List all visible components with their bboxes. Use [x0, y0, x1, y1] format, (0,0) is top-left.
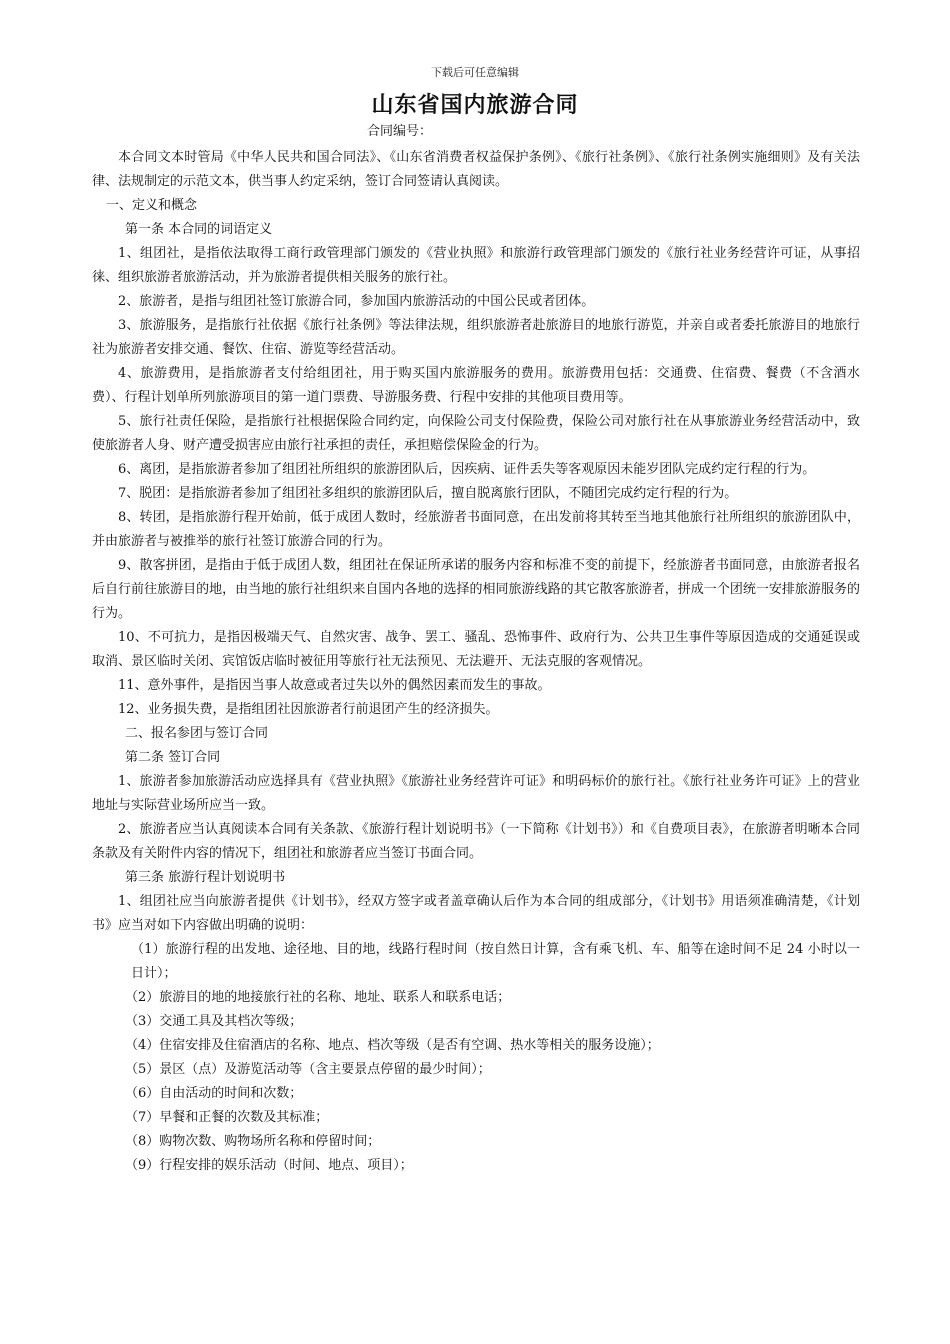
paragraph: 1、组团社，是指依法取得工商行政管理部门颁发的《营业执照》和旅游行政管理部门颁发的《旅行社业务经营许可证，从事招徕、组织旅游者旅游活动，并为旅游者提供相关服务的旅行社。	[92, 246, 860, 285]
paragraph: 第一条 本合同的词语定义	[125, 222, 273, 237]
paragraph: 一、定义和概念	[106, 198, 198, 213]
paragraph: 8、转团，是指旅游行程开始前，低于成团人数时，经旅游者书面同意，在出发前将其转至当地其他旅行社所组织的旅游团队中，并由旅游者与被推举的旅行社签订旅游合同的行为。	[92, 510, 860, 549]
paragraph: （2）旅游目的地的地接旅行社的名称、地址、联系人和联系电话；	[125, 990, 511, 1005]
paragraph: 5、旅行社责任保险，是指旅行社根据保险合同约定，向保险公司支付保险费，保险公司对旅行社在从事旅游业务经营活动中，致使旅游者人身、财产遭受损害应由旅行社承担的责任，承担赔偿保险金的行为。	[92, 414, 860, 453]
paragraph: 二、报名参团与签订合同	[125, 726, 269, 741]
paragraph: 2、旅游者应当认真阅读本合同有关条款、《旅游行程计划说明书》（一下简称《计划书》）和《自费项目表》，在旅游者明晰本合同条款及有关附件内容的情况下，组团社和旅游者应当签订书面合同。	[92, 822, 860, 861]
paragraph: （8）购物次数、购物场所名称和停留时间；	[125, 1134, 381, 1149]
paragraph: 10、不可抗力，是指因极端天气、自然灾害、战争、罢工、骚乱、恐怖事件、政府行为、公共卫生事件等原因造成的交通延误或取消、景区临时关闭、宾馆饭店临时被征用等旅行社无法预见、无法避开、无法克服的客观情况。	[92, 630, 860, 669]
paragraph: 7、脱团：是指旅游者参加了组团社多组织的旅游团队后，擅自脱离旅行团队，不随团完成约定行程的行为。	[118, 486, 738, 501]
paragraph: （7）早餐和正餐的次数及其标准；	[125, 1110, 329, 1125]
paragraph: 1、组团社应当向旅游者提供《计划书》，经双方签字或者盖章确认后作为本合同的组成部分，《计划书》用语须准确清楚，《计划书》应当对如下内容做出明确的说明：	[92, 894, 860, 933]
paragraph: 9、散客拼团，是指由于低于成团人数，组团社在保证所承诺的服务内容和标准不变的前提下，经旅游者书面同意，由旅游者报名后自行前往旅游目的地，由当地的旅行社组织来自国内各地的选择的相同旅游线路的其它散客旅游者，拼成一个团统一安排旅游服务的行为。	[92, 558, 860, 621]
paragraph: 12、业务损失费，是指组团社因旅游者行前退团产生的经济损失。	[118, 702, 499, 717]
paragraph: （4）住宿安排及住宿酒店的名称、地点、档次等级（是否有空调、热水等相关的服务设施）；	[125, 1038, 660, 1053]
paragraph: （6）自由活动的时间和次数；	[125, 1086, 303, 1101]
paragraph: （1）旅游行程的出发地、途径地、目的地，线路行程时间（按自然日计算，含有乘飞机、车、船等在途时间不足 24 小时以一日计）；	[131, 942, 860, 981]
document-title: 山东省国内旅游合同	[371, 92, 579, 118]
paragraph: 2、旅游者，是指与组团社签订旅游合同，参加国内旅游活动的中国公民或者团体。	[118, 294, 595, 309]
paragraph: （5）景区（点）及游览活动等（含主要景点停留的最少时间）；	[125, 1062, 491, 1077]
page-header: 下载后可任意编辑	[431, 66, 519, 79]
contract-number-label: 合同编号：	[367, 124, 433, 139]
paragraph: 第二条 签订合同	[125, 750, 221, 765]
document-body	[92, 146, 860, 1178]
paragraph: （3）交通工具及其档次等级；	[125, 1014, 303, 1029]
paragraph: 本合同文本时管局《中华人民共和国合同法》、《山东省消费者权益保护条例》、《旅行社条例》、《旅行社条例实施细则》及有关法律、法规制定的示范文本，供当事人约定采纳，签订合同签请认真阅读。	[92, 150, 860, 189]
paragraph: 3、旅游服务，是指旅行社依据《旅行社条例》等法律法规，组织旅游者赴旅游目的地旅行游览，并亲自或者委托旅游目的地旅行社为旅游者安排交通、餐饮、住宿、游览等经营活动。	[92, 318, 860, 357]
paragraph: 4、旅游费用，是指旅游者支付给组团社，用于购买国内旅游服务的费用。旅游费用包括：交通费、住宿费、餐费（不含酒水费）、行程计划单所列旅游项目的第一道门票费、导游服务费、行程中安排的其他项目费用等。	[92, 366, 860, 405]
paragraph: 6、离团，是指旅游者参加了组团社所组织的旅游团队后，因疾病、证件丢失等客观原因未能岁团队完成约定行程的行为。	[118, 462, 816, 477]
paragraph: 11、意外事件，是指因当事人故意或者过失以外的偶然因素而发生的事故。	[118, 678, 551, 693]
paragraph: （9）行程安排的娱乐活动（时间、地点、项目）；	[125, 1158, 413, 1173]
paragraph: 第三条 旅游行程计划说明书	[125, 870, 286, 885]
paragraph: 1、旅游者参加旅游活动应选择具有《营业执照》《旅游社业务经营许可证》和明码标价的旅行社。《旅行社业务许可证》上的营业地址与实际营业场所应当一致。	[92, 774, 860, 813]
